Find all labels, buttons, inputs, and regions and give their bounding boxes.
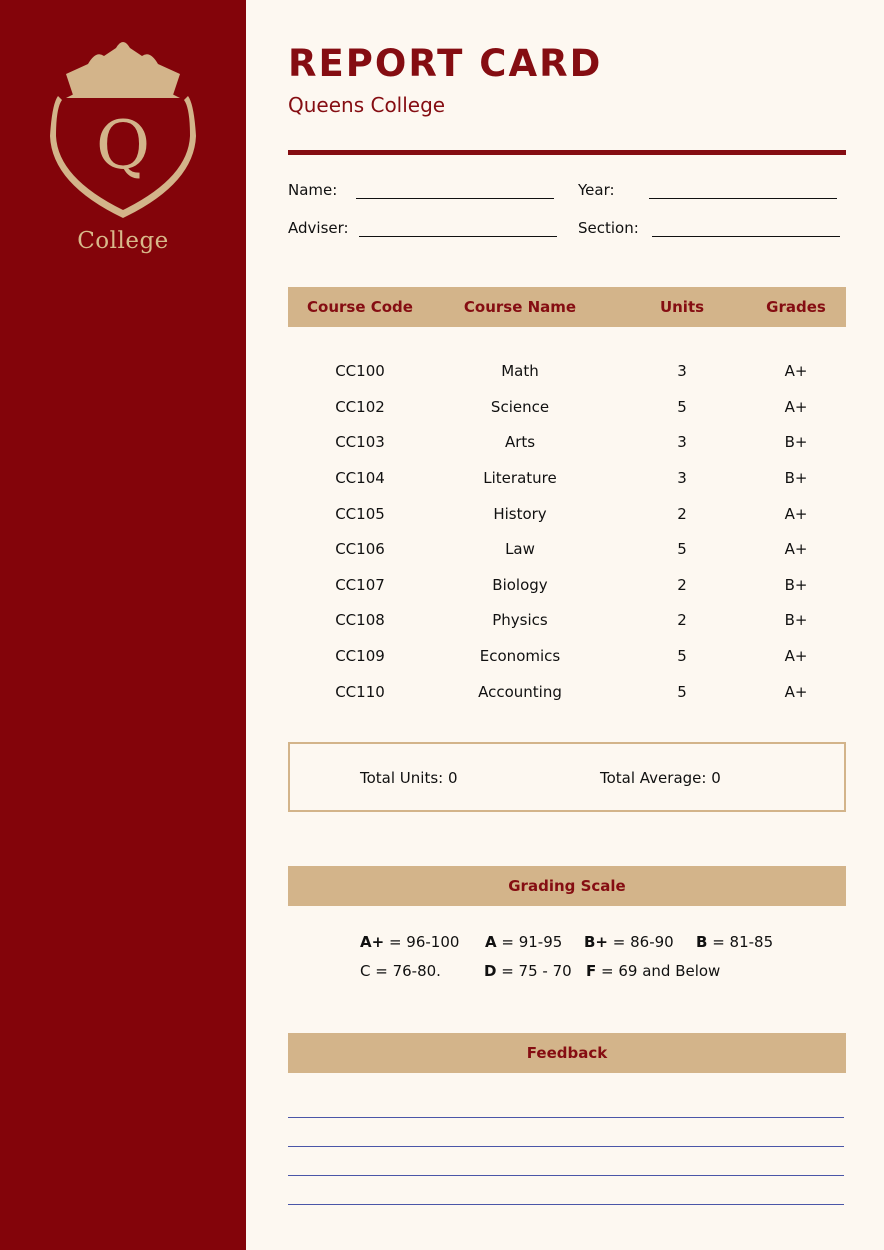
cell-code: CC100 [335,362,385,380]
table-header [288,287,846,327]
year-label: Year: [578,181,615,199]
cell-name: Economics [479,647,561,665]
grade-a-plus: A+ = 96-100 [360,933,460,951]
cell-grade: A+ [784,683,808,701]
section-field[interactable] [578,219,840,237]
cell-grade: A+ [784,398,808,416]
grade-b-plus: B+ = 86-90 [584,933,674,951]
adviser-line[interactable] [359,236,557,237]
cell-code: CC110 [335,683,385,701]
header-course-name: Course Name [463,298,577,316]
cell-grade: B+ [784,611,808,629]
header-grades: Grades [766,298,826,316]
adviser-field[interactable] [288,219,557,237]
cell-code: CC108 [335,611,385,629]
feedback-line[interactable] [288,1204,844,1205]
grade-b: B = 81-85 [696,933,774,951]
year-line[interactable] [649,198,837,199]
section-line[interactable] [652,236,840,237]
feedback-line[interactable] [288,1175,844,1176]
year-field[interactable] [578,181,837,199]
feedback-line[interactable] [288,1146,844,1147]
cell-units: 5 [677,647,687,665]
cell-grade: B+ [784,433,808,451]
cell-name: Arts [504,433,536,451]
cell-units: 5 [677,398,687,416]
cell-code: CC104 [335,469,385,487]
cell-units: 5 [677,540,687,558]
cell-name: Law [505,540,535,558]
cell-code: CC103 [335,433,385,451]
table-row [288,396,846,420]
cell-code: CC109 [335,647,385,665]
adviser-label: Adviser: [288,219,349,237]
college-crest-logo [44,36,202,226]
cell-units: 3 [677,362,687,380]
feedback-line[interactable] [288,1117,844,1118]
cell-code: CC102 [335,398,385,416]
grade-c: C = 76-80. [360,962,441,980]
totals-box [288,742,846,812]
cell-grade: B+ [784,469,808,487]
cell-name: History [493,505,547,523]
table-row [288,645,846,669]
cell-name: Math [501,362,539,380]
cell-name: Literature [483,469,557,487]
grading-scale-header: Grading Scale [288,866,846,906]
cell-units: 5 [677,683,687,701]
cell-grade: A+ [784,647,808,665]
table-row [288,574,846,598]
cell-grade: A+ [784,540,808,558]
page-title: REPORT CARD [288,42,603,85]
table-row [288,609,846,633]
cell-name: Physics [492,611,548,629]
name-line[interactable] [356,198,554,199]
cell-code: CC106 [335,540,385,558]
crest-caption: College [77,228,169,254]
header-units: Units [659,298,705,316]
section-label: Section: [578,219,639,237]
title-divider [288,150,846,155]
cell-code: CC105 [335,505,385,523]
cell-grade: A+ [784,505,808,523]
grade-a: A = 91-95 [485,933,563,951]
name-field[interactable] [288,181,554,199]
cell-grade: B+ [784,576,808,594]
name-label: Name: [288,181,338,199]
table-row [288,431,846,455]
school-name: Queens College [288,93,446,117]
crest-letter: Q [95,107,151,184]
feedback-header: Feedback [288,1033,846,1073]
cell-grade: A+ [784,362,808,380]
cell-name: Accounting [478,683,562,701]
cell-name: Biology [492,576,548,594]
grade-f: F = 69 and Below [586,962,721,980]
cell-units: 2 [677,505,687,523]
cell-units: 2 [677,576,687,594]
cell-code: CC107 [335,576,385,594]
sidebar [0,0,246,1250]
total-units: Total Units: 0 [360,769,458,787]
table-row [288,538,846,562]
header-course-code: Course Code [307,298,413,316]
grade-d: D = 75 - 70 [484,962,572,980]
total-average: Total Average: 0 [600,769,721,787]
cell-units: 3 [677,469,687,487]
cell-name: Science [490,398,550,416]
cell-units: 2 [677,611,687,629]
table-row [288,467,846,491]
table-row [288,503,846,527]
table-row [288,681,846,705]
cell-units: 3 [677,433,687,451]
table-row [288,360,846,384]
